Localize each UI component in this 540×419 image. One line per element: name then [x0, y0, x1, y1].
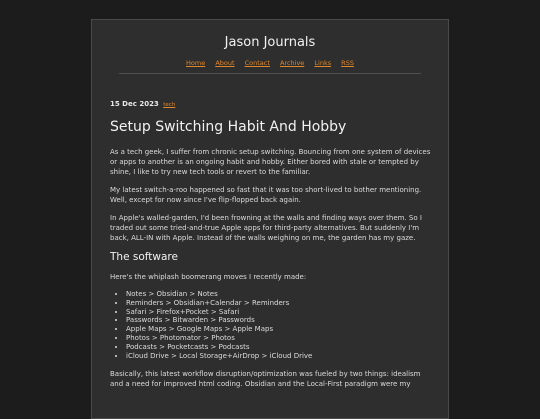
post-paragraph: My latest switch-a-roo happened so fast that it was too short-lived to bother mentioning. Well, except for now since I've flip-flopped back again.: [110, 186, 422, 204]
site-title[interactable]: Jason Journals: [224, 35, 316, 50]
list-item: • Passwords > Bitwarden > Passwords: [126, 316, 432, 325]
header-divider: [119, 73, 421, 74]
site-nav: [92, 59, 448, 67]
post-paragraph: In Apple's walled-garden, I'd been frowning at the walls and finding ways over them. So I traded out some tried-and-true Apple apps for third-party alternatives. But suddenly I'm back, ALL-IN with Apple. Instead of the walls weighing on me, the garden has my gaze.: [110, 214, 422, 242]
list-item: • iCloud Drive > Local Storage+AirDrop > iCloud Drive: [126, 352, 432, 361]
section-intro: Here's the whiplash boomerang moves I recently made:: [110, 273, 307, 281]
list-item: • Notes > Obsidian > Notes: [126, 290, 432, 299]
nav-about-link[interactable]: About: [215, 59, 235, 67]
page-container: [91, 19, 449, 419]
post-meta: [110, 100, 432, 108]
list-item: • Photos > Photomator > Photos: [126, 334, 432, 343]
list-item: • Apple Maps > Google Maps > Apple Maps: [126, 325, 432, 334]
list-item: • Podcasts > Pocketcasts > Podcasts: [126, 343, 432, 352]
list-item: • Safari > Firefox+Pocket > Safari: [126, 308, 432, 317]
switch-list: [110, 290, 432, 360]
post-paragraph: As a tech geek, I suffer from chronic setup switching. Bouncing from one system of devices or apps to another is an ongoing habit and hobby. Either bored with stale or tempted by shine, I like to try new tech tools or revert to the familiar.: [110, 148, 431, 176]
post-title: Setup Switching Habit And Hobby: [110, 119, 347, 135]
nav-contact-link[interactable]: Contact: [244, 59, 270, 67]
post-tag-link[interactable]: tech: [163, 102, 176, 108]
nav-home-link[interactable]: Home: [186, 59, 206, 67]
section-heading: The software: [110, 251, 178, 263]
post-date: 15 Dec 2023: [110, 100, 159, 108]
nav-rss-link[interactable]: RSS: [341, 59, 354, 67]
post-paragraph: Basically, this latest workflow disruption/optimization was fueled by two things: idealism and a need for improved html coding. Obsidian and the Local-First paradigm were my: [110, 370, 421, 389]
list-item: • Reminders > Obsidian+Calendar > Reminders: [126, 299, 432, 308]
post-content: [110, 100, 432, 397]
nav-links-link[interactable]: Links: [314, 59, 332, 67]
nav-archive-link[interactable]: Archive: [279, 59, 305, 67]
